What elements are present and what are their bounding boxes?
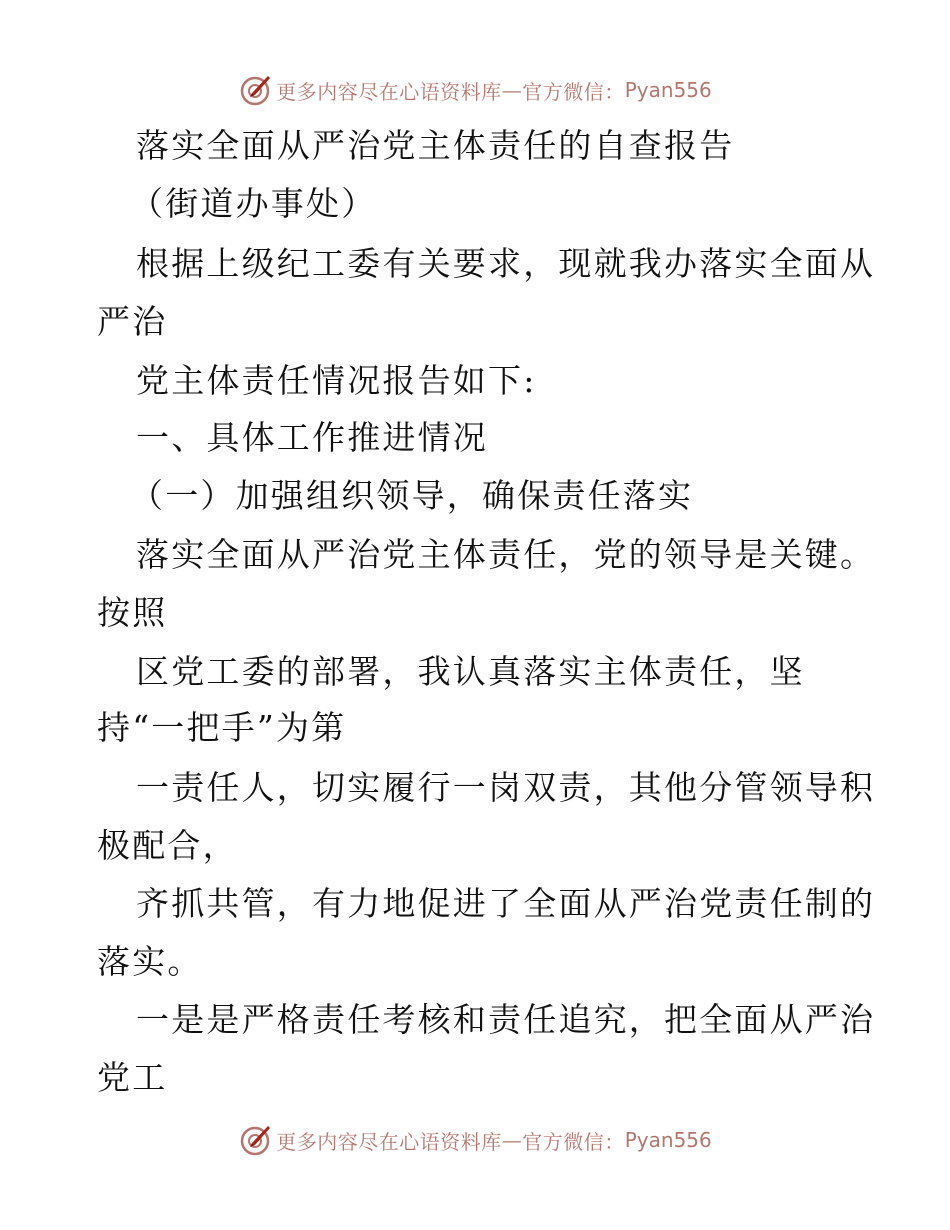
wechat-id: Pyan556 xyxy=(624,1128,712,1152)
header-watermark xyxy=(0,70,950,110)
pen-logo-icon xyxy=(238,73,272,107)
paragraph-line: 严治 xyxy=(97,302,168,341)
site-name-text: 更多内容尽在心语资料库 xyxy=(276,79,502,104)
document-title: 落实全面从严治党主体责任的自查报告 xyxy=(136,126,735,165)
paragraph-line: 区党工委的部署，我认真落实主体责任，坚 xyxy=(136,652,805,691)
paragraph-line: 一是是严格责任考核和责任追究，把全面从严治 xyxy=(136,1000,876,1039)
paragraph-line: 根据上级纪工委有关要求，现就我办落实全面从 xyxy=(136,244,876,283)
wechat-label: 官方微信： xyxy=(522,79,625,104)
site-name-text: 更多内容尽在心语资料库 xyxy=(276,1129,502,1154)
paragraph-line: 党工 xyxy=(97,1058,168,1097)
wechat-id: Pyan556 xyxy=(624,78,712,102)
paragraph-line: 落实全面从严治党主体责任，党的领导是关键。 xyxy=(136,535,876,574)
pen-logo-icon xyxy=(238,1123,272,1157)
paragraph-line: 一责任人，切实履行一岗双责，其他分管领导积 xyxy=(136,768,876,807)
subsection-heading: （一）加强组织领导，确保责任落实 xyxy=(130,476,694,515)
paragraph-line: 持“一把手”为第 xyxy=(97,708,347,747)
wechat-label: 官方微信： xyxy=(522,1129,625,1154)
separator-dash: — xyxy=(501,78,523,102)
separator-dash: — xyxy=(501,1128,523,1152)
document-subtitle: （街道办事处） xyxy=(130,184,377,223)
paragraph-line: 按照 xyxy=(97,593,168,632)
footer-watermark xyxy=(0,1120,950,1160)
paragraph-line: 极配合， xyxy=(97,826,238,865)
paragraph-line: 党主体责任情况报告如下: xyxy=(136,361,537,400)
section-heading: 一、具体工作推进情况 xyxy=(136,418,488,457)
paragraph-line: 齐抓共管，有力地促进了全面从严治党责任制的 xyxy=(136,884,876,923)
paragraph-line: 落实。 xyxy=(97,942,203,981)
